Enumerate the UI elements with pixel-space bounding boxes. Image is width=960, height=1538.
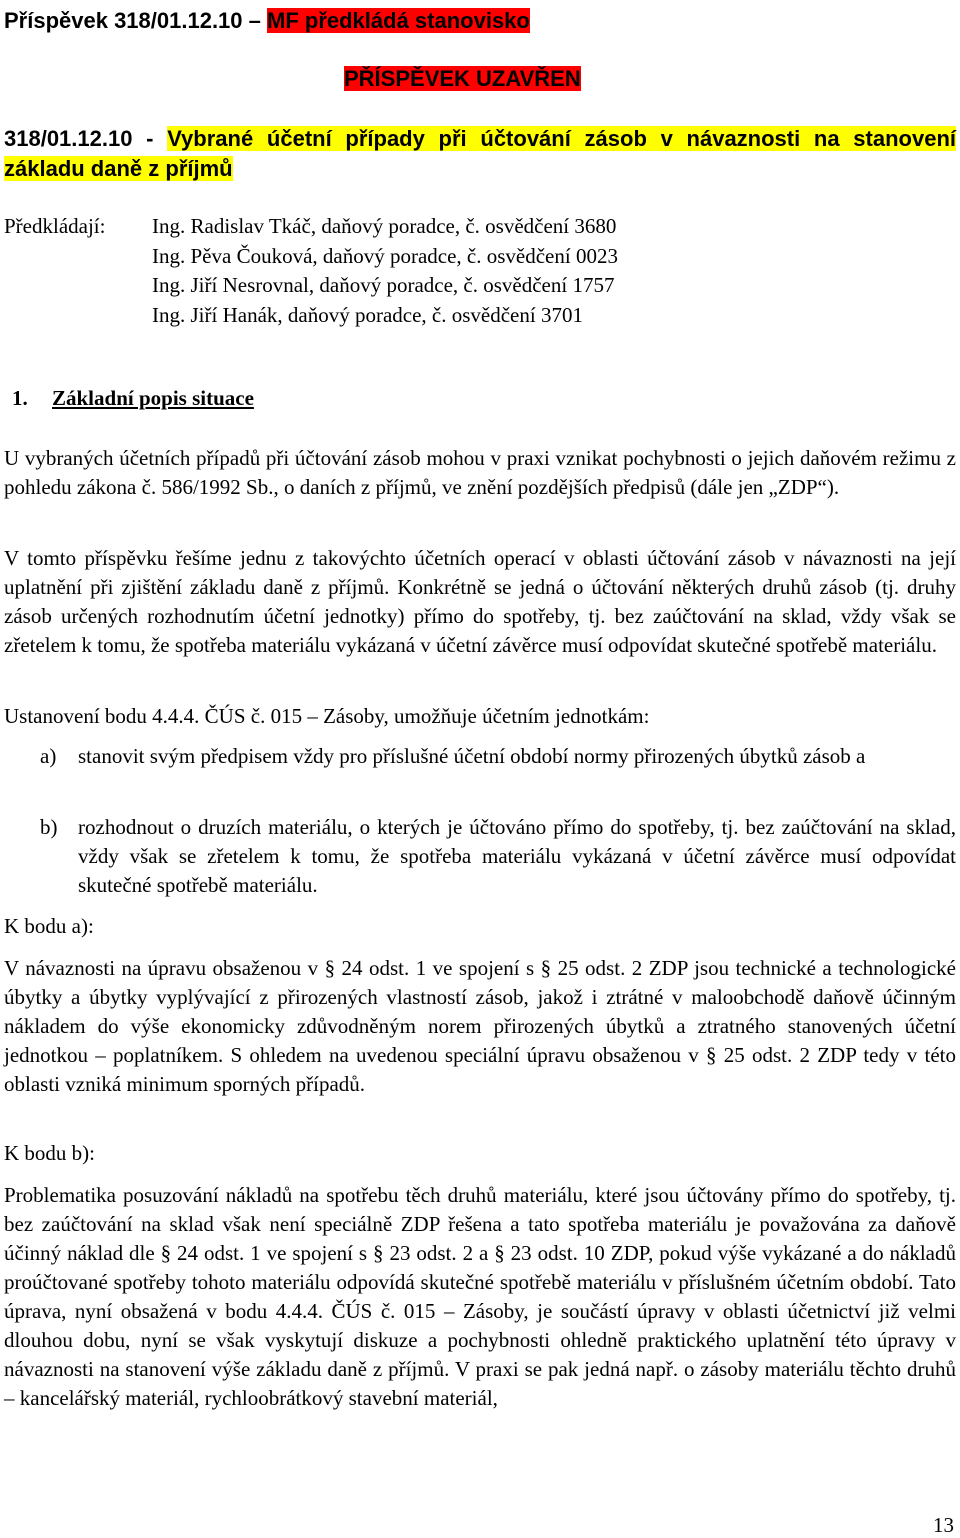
author-item: Ing. Radislav Tkáč, daňový poradce, č. osvědčení 3680 (152, 214, 617, 238)
author-item: Ing. Pěva Čouková, daňový poradce, č. osvědčení 0023 (152, 243, 618, 268)
page-number: 13 (933, 1513, 954, 1537)
list-marker: b) (40, 815, 58, 839)
title-number: 318/01.12.10 - (4, 126, 168, 151)
list-item (40, 813, 956, 900)
document-title (4, 124, 956, 184)
subheading-b: K bodu b): (4, 1141, 95, 1165)
subheading-a: K bodu a): (4, 914, 94, 938)
header-prefix: Příspěvek 318/01.12.10 – (4, 8, 267, 33)
authors-list (152, 212, 618, 330)
author-item: Ing. Jiří Nesrovnal, daňový poradce, č. osvědčení 1757 (152, 273, 615, 297)
paragraph: Problematika posuzování nákladů na spotřebu těch druhů materiálu, které jsou účtovány přímo do spotřeby, tj. bez zaúčtování na sklad však není speciálně ZDP řešena a tato spotřeba materiálu je považována za daňově účinný náklad dle § 24 odst. 1 ve spojení s § 23 odst. 2 a § 23 odst. 10 ZDP, pokud výše vykázané a do nákladů proúčtované spotřeby tohoto materiálu odpovídá skutečné spotřebě materiálu v příslušném účetním období. Tato úprava, nyní obsažená v bodu 4.4.4. ČÚS č. 015 – Zásoby, je součástí úpravy v oblasti účetnictví již velmi dlouhou dobu, nyní se však vyskytují diskuze a pochybnosti ohledně praktického uplatnění této úpravy v návaznosti na stanovení výše základu daně z příjmů. V praxi se pak jedná např. o zásoby materiálu těchto druhů – kancelářský materiál, rychloobrátkový stavební materiál, (4, 1183, 956, 1410)
paragraph: V návaznosti na úpravu obsaženou v § 24 odst. 1 ve spojení s § 25 odst. 2 ZDP jsou technické a technologické úbytky a úbytky vyplývající z přirozených vlastností zásob, jakož i ztrátné v maloobchodě daňově účinným nákladem do výše ekonomicky zdůvodněným norem přirozených úbytků a ztratného stanovených účetní jednotkou – poplatníkem. S ohledem na uvedenou speciální úpravu obsaženou v § 25 odst. 2 ZDP tedy v této oblasti vzniká minimum sporných případů. (4, 956, 956, 1096)
list-item (40, 742, 956, 771)
list-marker: a) (40, 744, 57, 768)
authors-label: Předkládají: (4, 214, 106, 238)
paragraph: V tomto příspěvku řešíme jednu z takovýchto účetních operací v oblasti účtování zásob v návaznosti na její uplatnění při zjištění základu daně z příjmů. Konkrétně se jedná o účtování některých druhů zásob (tj. druhy zásob určených rozhodnutím účetní jednotky) přímo do spotřeby, tj. bez zaúčtování na sklad, vždy však se zřetelem k tomu, že spotřeba materiálu vykázaná v účetní závěrce musí odpovídat skutečné spotřebě materiálu. (4, 546, 956, 657)
list-text: stanovit svým předpisem vždy pro příslušné účetní období normy přirozených úbytků zásob a (78, 744, 866, 768)
title-text: Vybrané účetní případy při účtování zásob v návaznosti na stanovení základu daně z příjmů (4, 126, 956, 181)
paragraph: U vybraných účetních případů při účtování zásob mohou v praxi vznikat pochybnosti o jejich daňovém režimu z pohledu zákona č. 586/1992 Sb., o daních z příjmů, ve znění pozdějších předpisů (dále jen „ZDP“). (4, 446, 956, 499)
closed-banner (344, 66, 581, 92)
section-title: Základní popis situace (52, 386, 254, 410)
section-heading (4, 386, 254, 411)
section-number: 1. (12, 386, 28, 410)
author-item: Ing. Jiří Hanák, daňový poradce, č. osvědčení 3701 (152, 302, 583, 327)
paragraph: Ustanovení bodu 4.4.4. ČÚS č. 015 – Zásoby, umožňuje účetním jednotkám: (4, 704, 650, 728)
list-text: rozhodnout o druzích materiálu, o kterých je účtováno přímo do spotřeby, tj. bez zaúčtování na sklad, vždy však se zřetelem k tomu, že spotřeba materiálu vykázaná v účetní závěrce musí odpovídat skutečné spotřebě materiálu. (78, 815, 956, 897)
document-header (4, 8, 530, 34)
header-status: MF předkládá stanovisko (267, 8, 530, 33)
closed-label: PŘÍSPĚVEK UZAVŘEN (344, 66, 581, 91)
